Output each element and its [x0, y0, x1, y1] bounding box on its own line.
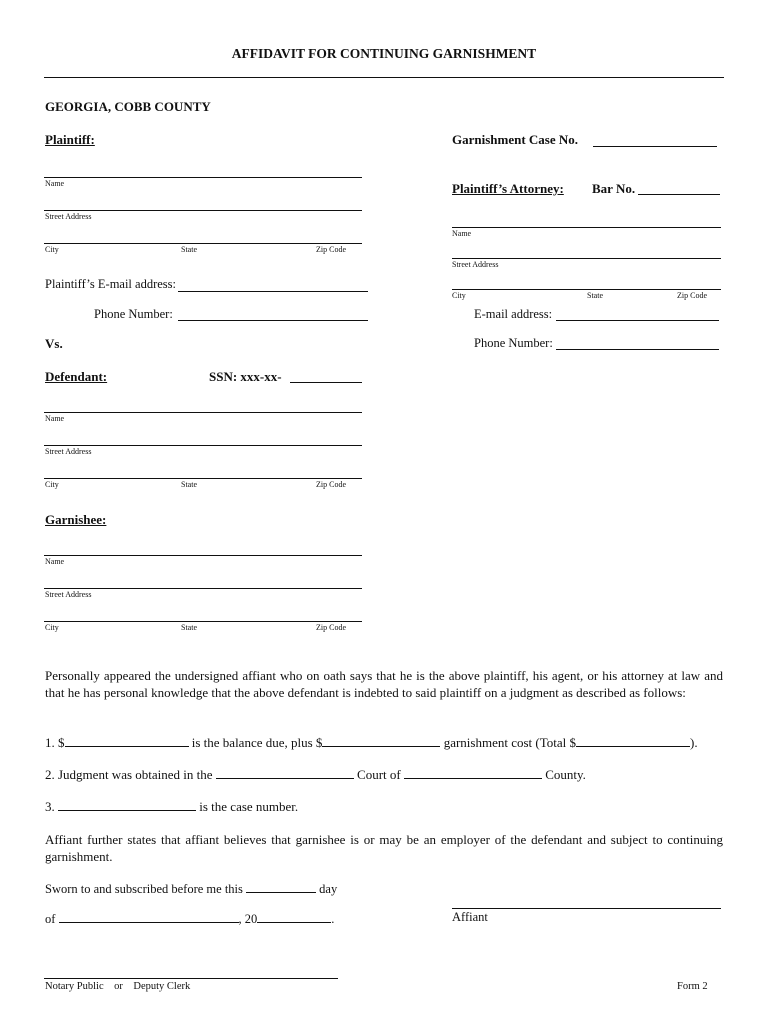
defendant-heading: Defendant: [45, 369, 108, 384]
county-field[interactable] [404, 766, 542, 779]
affidavit-further: Affiant further states that affiant believes that garnishee is or may be an employer of the defendant and subject to continuing garnishment. [45, 832, 723, 864]
sworn-line-2 [45, 910, 334, 927]
attorney-name-line[interactable] [452, 227, 721, 228]
plaintiff-email-line[interactable] [178, 291, 368, 292]
ssn-label: SSN: xxx-xx- [209, 369, 282, 384]
attorney-email-label: E-mail address: [474, 307, 553, 321]
garnishee-city-line[interactable] [44, 621, 362, 622]
plaintiff-email-label: Plaintiff’s E-mail address: [45, 277, 176, 291]
bar-no-label: Bar No. [592, 181, 636, 196]
balance-due-field[interactable] [65, 734, 189, 747]
item-3-prefix: 3. [45, 799, 58, 814]
item-1-close: ). [690, 735, 698, 750]
case-number-field[interactable] [58, 798, 196, 811]
plaintiff-name-label: Name [45, 179, 65, 188]
court-field[interactable] [216, 766, 354, 779]
defendant-city-line[interactable] [44, 478, 362, 479]
case-no-label: Garnishment Case No. [452, 132, 579, 147]
plaintiff-street-label: Street Address [45, 212, 92, 221]
bar-no-line[interactable] [638, 194, 720, 195]
total-field[interactable] [576, 734, 690, 747]
defendant-street-line[interactable] [44, 445, 362, 446]
defendant-zip-label: Zip Code [316, 480, 346, 489]
item-1-prefix: 1. $ [45, 735, 65, 750]
defendant-city-label: City [45, 480, 59, 489]
attorney-email-line[interactable] [556, 320, 719, 321]
attorney-zip-label: Zip Code [677, 291, 707, 300]
attorney-name-label: Name [452, 229, 472, 238]
plaintiff-phone-label: Phone Number: [94, 307, 173, 321]
plaintiff-heading: Plaintiff: [45, 132, 95, 147]
affiant-signature-line[interactable] [452, 908, 721, 909]
item-1-cost-text: garnishment cost (Total $ [440, 735, 576, 750]
venue: GEORGIA, COBB COUNTY [45, 99, 211, 114]
garnishee-name-label: Name [45, 557, 65, 566]
document-title: AFFIDAVIT FOR CONTINUING GARNISHMENT [231, 46, 537, 61]
sworn-day-text: day [316, 882, 338, 896]
sworn-year-field[interactable] [257, 910, 331, 923]
garnishment-cost-field[interactable] [322, 734, 440, 747]
sworn-line-1 [45, 880, 337, 897]
defendant-name-label: Name [45, 414, 65, 423]
item-3-text: is the case number. [196, 799, 299, 814]
vs-label: Vs. [45, 336, 63, 351]
sworn-period: . [331, 912, 335, 926]
affiant-label: Affiant [452, 910, 488, 924]
affidavit-intro: Personally appeared the undersigned affiant who on oath says that he is the above plaintiff, his agent, or his attorney at law and that he has personal knowledge that the above defendant is indebted to said plaintiff on a judgment as described as follows: [45, 668, 723, 700]
item-1-balance-text: is the balance due, plus $ [188, 735, 323, 750]
attorney-heading: Plaintiff’s Attorney: [452, 181, 564, 196]
item-2 [45, 766, 586, 783]
plaintiff-street-line[interactable] [44, 210, 362, 211]
plaintiff-city-line[interactable] [44, 243, 362, 244]
garnishee-city-label: City [45, 623, 59, 632]
attorney-city-label: City [452, 291, 466, 300]
plaintiff-city-label: City [45, 245, 59, 254]
case-no-line[interactable] [593, 146, 717, 147]
plaintiff-zip-label: Zip Code [316, 245, 346, 254]
garnishee-heading: Garnishee: [45, 512, 107, 527]
sworn-month-field[interactable] [59, 910, 239, 923]
notary-label: Notary Public or Deputy Clerk [45, 981, 191, 992]
ssn-line[interactable] [290, 382, 362, 383]
garnishee-name-line[interactable] [44, 555, 362, 556]
form-number: Form 2 [677, 981, 708, 992]
attorney-phone-line[interactable] [556, 349, 719, 350]
attorney-street-line[interactable] [452, 258, 721, 259]
item-2-court-text: Court of [353, 767, 404, 782]
item-1 [45, 734, 698, 751]
attorney-street-label: Street Address [452, 260, 499, 269]
defendant-name-line[interactable] [44, 412, 362, 413]
plaintiff-phone-line[interactable] [178, 320, 368, 321]
sworn-of-text: of [45, 912, 59, 926]
notary-signature-line[interactable] [44, 978, 338, 979]
garnishee-state-label: State [181, 623, 197, 632]
attorney-city-line[interactable] [452, 289, 721, 290]
defendant-state-label: State [181, 480, 197, 489]
attorney-state-label: State [587, 291, 603, 300]
item-3 [45, 798, 298, 815]
sworn-year-prefix: , 20 [238, 912, 258, 926]
item-2-county-text: County. [541, 767, 586, 782]
garnishee-street-label: Street Address [45, 590, 92, 599]
sworn-text: Sworn to and subscribed before me this [45, 882, 247, 896]
garnishee-zip-label: Zip Code [316, 623, 346, 632]
item-2-prefix: 2. Judgment was obtained in the [45, 767, 216, 782]
attorney-phone-label: Phone Number: [474, 336, 553, 350]
sworn-day-field[interactable] [246, 880, 316, 893]
plaintiff-name-line[interactable] [44, 177, 362, 178]
plaintiff-state-label: State [181, 245, 197, 254]
title-divider [44, 77, 724, 78]
defendant-street-label: Street Address [45, 447, 92, 456]
garnishee-street-line[interactable] [44, 588, 362, 589]
